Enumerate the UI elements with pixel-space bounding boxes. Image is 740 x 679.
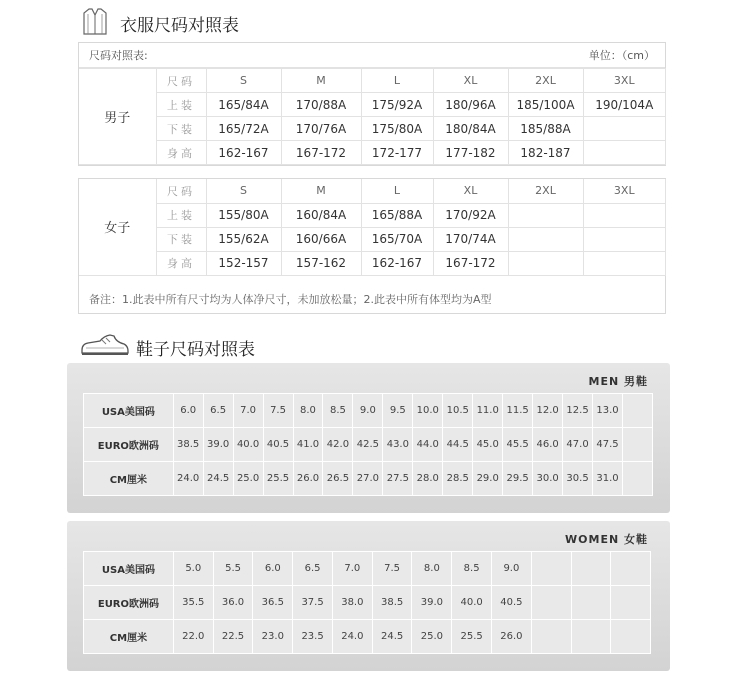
table-cell: 9.0 — [353, 394, 383, 428]
table-cell: 185/88A — [508, 117, 583, 141]
size-header: 2XL — [508, 179, 583, 203]
row-label: CM厘米 — [84, 462, 174, 496]
table-cell — [622, 394, 652, 428]
men-clothing-table — [79, 68, 666, 165]
table-cell: 170/92A — [433, 203, 508, 227]
table-cell: 40.0 — [233, 428, 263, 462]
table-cell: 25.0 — [233, 462, 263, 496]
table-cell: 6.5 — [293, 552, 333, 586]
table-cell — [508, 227, 583, 251]
table-cell — [508, 251, 583, 275]
size-header: M — [281, 69, 361, 93]
table-cell: 165/88A — [361, 203, 433, 227]
table-cell: 9.5 — [383, 394, 413, 428]
table-cell: 160/84A — [281, 203, 361, 227]
row-label: 身高 — [156, 251, 206, 275]
table-cell: 165/70A — [361, 227, 433, 251]
table-cell: 170/76A — [281, 117, 361, 141]
size-header: 2XL — [508, 69, 583, 93]
table-cell: 38.5 — [173, 428, 203, 462]
row-label: 上装 — [156, 93, 206, 117]
table-cell: 40.0 — [452, 586, 492, 620]
table-cell: 170/74A — [433, 227, 508, 251]
table-cell: 175/80A — [361, 117, 433, 141]
table-cell: 8.5 — [452, 552, 492, 586]
table-cell — [611, 552, 651, 586]
table-cell — [622, 428, 652, 462]
table-cell: 42.0 — [323, 428, 353, 462]
table-cell: 12.5 — [563, 394, 593, 428]
table-cell: 5.5 — [213, 552, 253, 586]
table-cell: 185/100A — [508, 93, 583, 117]
women-shoes-label: WOMEN 女鞋 — [565, 533, 648, 546]
table-cell: 30.5 — [563, 462, 593, 496]
table-cell: 29.5 — [503, 462, 533, 496]
table-cell: 44.0 — [413, 428, 443, 462]
table-cell: 155/80A — [206, 203, 281, 227]
table-cell: 43.0 — [383, 428, 413, 462]
table-cell: 7.5 — [372, 552, 412, 586]
table-cell — [622, 462, 652, 496]
table-row — [79, 179, 666, 203]
women-shoes-panel — [67, 521, 670, 671]
shirt-icon — [80, 6, 110, 40]
table-cell: 6.5 — [203, 394, 233, 428]
unit-label: 单位：（cm） — [588, 49, 655, 62]
size-header: XL — [433, 179, 508, 203]
table-row — [79, 93, 666, 117]
size-header: L — [361, 69, 433, 93]
table-cell: 36.5 — [253, 586, 293, 620]
row-label: 下装 — [156, 117, 206, 141]
group-label-men: 男子 — [79, 69, 156, 165]
clothing-section-title — [80, 6, 239, 40]
table-cell: 165/72A — [206, 117, 281, 141]
size-header: 3XL — [583, 69, 666, 93]
table-row — [79, 117, 666, 141]
women-clothing-table — [79, 179, 666, 276]
table-cell: 47.0 — [563, 428, 593, 462]
table-row — [84, 620, 651, 654]
table-cell — [531, 620, 571, 654]
table-cell: 22.5 — [213, 620, 253, 654]
group-label-women: 女子 — [79, 179, 156, 275]
table-cell: 41.0 — [293, 428, 323, 462]
table-cell: 22.0 — [173, 620, 213, 654]
table-cell: 47.5 — [593, 428, 623, 462]
table-cell: 42.5 — [353, 428, 383, 462]
table-cell: 38.0 — [332, 586, 372, 620]
table-cell: 165/84A — [206, 93, 281, 117]
table-cell — [508, 203, 583, 227]
table-cell: 10.5 — [443, 394, 473, 428]
men-shoes-panel — [67, 363, 670, 513]
table-cell: 24.5 — [372, 620, 412, 654]
size-header: XL — [433, 69, 508, 93]
table-cell: 10.0 — [413, 394, 443, 428]
table-cell: 13.0 — [593, 394, 623, 428]
table-cell: 29.0 — [473, 462, 503, 496]
row-label: CM厘米 — [84, 620, 174, 654]
table-cell: 40.5 — [263, 428, 293, 462]
men-shoes-table — [83, 393, 653, 496]
table-cell: 26.0 — [492, 620, 532, 654]
table-row — [79, 141, 666, 165]
table-cell: 7.5 — [263, 394, 293, 428]
row-label: 尺码 — [156, 179, 206, 203]
table-cell: 45.5 — [503, 428, 533, 462]
table-cell: 11.0 — [473, 394, 503, 428]
table-cell: 35.5 — [173, 586, 213, 620]
table-row — [79, 251, 666, 275]
table-cell — [611, 586, 651, 620]
table-cell: 180/96A — [433, 93, 508, 117]
table-row — [84, 394, 653, 428]
women-shoes-table — [83, 551, 651, 654]
table-cell — [583, 227, 666, 251]
table-cell: 167-172 — [281, 141, 361, 165]
table-cell: 12.0 — [533, 394, 563, 428]
table-cell: 5.0 — [173, 552, 213, 586]
table-row — [84, 428, 653, 462]
clothing-table-header — [79, 43, 665, 68]
table-cell: 170/88A — [281, 93, 361, 117]
table-cell: 167-172 — [433, 251, 508, 275]
table-cell: 7.0 — [233, 394, 263, 428]
table-cell: 9.0 — [492, 552, 532, 586]
row-label: 身高 — [156, 141, 206, 165]
table-cell: 8.0 — [412, 552, 452, 586]
table-cell: 25.5 — [263, 462, 293, 496]
table-cell: 172-177 — [361, 141, 433, 165]
table-cell: 27.0 — [353, 462, 383, 496]
row-label: EURO欧洲码 — [84, 586, 174, 620]
size-header: S — [206, 179, 281, 203]
table-cell: 28.5 — [443, 462, 473, 496]
row-label: USA美国码 — [84, 552, 174, 586]
size-header: L — [361, 179, 433, 203]
table-label: 尺码对照表: — [89, 49, 148, 62]
table-cell: 31.0 — [593, 462, 623, 496]
women-clothing-table-box — [78, 178, 666, 314]
table-cell: 37.5 — [293, 586, 333, 620]
table-cell — [531, 586, 571, 620]
men-shoes-label: MEN 男鞋 — [588, 375, 648, 388]
table-cell: 26.0 — [293, 462, 323, 496]
row-label: 尺码 — [156, 69, 206, 93]
table-cell: 39.0 — [203, 428, 233, 462]
table-cell: 24.0 — [332, 620, 372, 654]
table-cell: 177-182 — [433, 141, 508, 165]
table-cell: 23.5 — [293, 620, 333, 654]
table-cell: 45.0 — [473, 428, 503, 462]
table-cell: 6.0 — [173, 394, 203, 428]
table-cell: 162-167 — [206, 141, 281, 165]
table-cell: 25.0 — [412, 620, 452, 654]
table-cell: 46.0 — [533, 428, 563, 462]
table-cell: 36.0 — [213, 586, 253, 620]
table-cell: 44.5 — [443, 428, 473, 462]
table-row — [84, 552, 651, 586]
table-cell: 24.5 — [203, 462, 233, 496]
table-cell — [571, 552, 611, 586]
row-label: USA美国码 — [84, 394, 174, 428]
men-clothing-table-box — [78, 42, 666, 166]
table-cell — [583, 141, 666, 165]
table-cell: 175/92A — [361, 93, 433, 117]
table-row — [84, 462, 653, 496]
table-cell: 40.5 — [492, 586, 532, 620]
shoes-section-title — [80, 332, 255, 362]
size-header: 3XL — [583, 179, 666, 203]
table-cell: 155/62A — [206, 227, 281, 251]
table-cell: 6.0 — [253, 552, 293, 586]
table-cell: 30.0 — [533, 462, 563, 496]
table-cell: 25.5 — [452, 620, 492, 654]
clothing-title-text: 衣服尺码对照表 — [120, 15, 239, 36]
table-row — [79, 227, 666, 251]
size-header: S — [206, 69, 281, 93]
table-cell: 23.0 — [253, 620, 293, 654]
table-cell — [583, 117, 666, 141]
table-cell: 26.5 — [323, 462, 353, 496]
table-cell: 28.0 — [413, 462, 443, 496]
shoes-title-text: 鞋子尺码对照表 — [136, 339, 255, 360]
table-cell: 162-167 — [361, 251, 433, 275]
table-cell: 11.5 — [503, 394, 533, 428]
table-cell: 180/84A — [433, 117, 508, 141]
table-cell: 7.0 — [332, 552, 372, 586]
size-header: M — [281, 179, 361, 203]
row-label: 上装 — [156, 203, 206, 227]
shoe-icon — [80, 332, 130, 362]
table-cell: 27.5 — [383, 462, 413, 496]
table-cell — [583, 203, 666, 227]
table-row — [79, 203, 666, 227]
table-cell — [611, 620, 651, 654]
table-cell: 182-187 — [508, 141, 583, 165]
table-cell — [583, 251, 666, 275]
table-cell: 157-162 — [281, 251, 361, 275]
table-cell — [531, 552, 571, 586]
table-cell: 190/104A — [583, 93, 666, 117]
table-row — [84, 586, 651, 620]
table-cell: 38.5 — [372, 586, 412, 620]
table-cell: 152-157 — [206, 251, 281, 275]
table-cell: 8.0 — [293, 394, 323, 428]
row-label: EURO欧洲码 — [84, 428, 174, 462]
table-cell: 160/66A — [281, 227, 361, 251]
row-label: 下装 — [156, 227, 206, 251]
table-cell: 39.0 — [412, 586, 452, 620]
table-cell — [571, 620, 611, 654]
clothing-note: 备注：1.此表中所有尺寸均为人体净尺寸，未加放松量；2.此表中所有体型均为A型 — [89, 293, 492, 306]
table-cell: 24.0 — [173, 462, 203, 496]
table-cell: 8.5 — [323, 394, 353, 428]
table-cell — [571, 586, 611, 620]
table-row — [79, 69, 666, 93]
